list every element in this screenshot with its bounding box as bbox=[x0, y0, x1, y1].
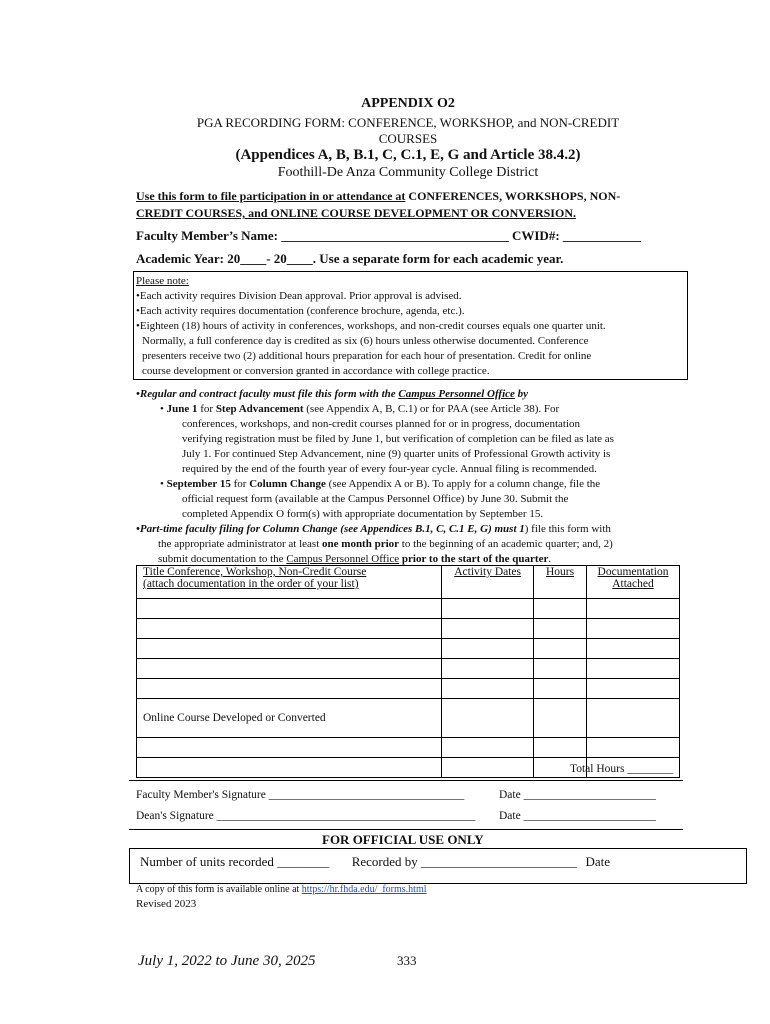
cell-doc[interactable] bbox=[587, 639, 680, 659]
recorded-by-label: Recorded by bbox=[351, 854, 418, 869]
col-hours-label: Hours bbox=[545, 566, 575, 578]
copy-text: A copy of this form is available online at bbox=[136, 884, 302, 895]
cell-doc[interactable] bbox=[587, 699, 680, 738]
note-line: course development or conversion granted in accordance with college practice. bbox=[142, 365, 490, 377]
june-for: for bbox=[197, 403, 216, 415]
june-line: required by the end of the fourth year of every four-year cycle. Annual filing is recommended. bbox=[182, 463, 597, 475]
part-time-rule bbox=[136, 522, 686, 537]
part-line3d: . bbox=[548, 553, 552, 565]
regular-by: by bbox=[514, 388, 529, 400]
total-hours-field[interactable]: Total Hours ________ bbox=[570, 763, 674, 775]
col-title-line1: Title Conference, Workshop, Non-Credit Course bbox=[143, 566, 367, 578]
part-rest: ) file this form with bbox=[524, 523, 611, 535]
cell-title[interactable] bbox=[137, 639, 442, 659]
col-hours-header bbox=[534, 566, 587, 599]
faculty-signature-field[interactable]: Faculty Member's Signature __________________________________ bbox=[136, 789, 465, 801]
note-content bbox=[136, 274, 686, 379]
cell-dates[interactable] bbox=[442, 758, 534, 778]
cell-hours[interactable] bbox=[534, 738, 587, 758]
cell-doc[interactable] bbox=[587, 619, 680, 639]
cell-doc[interactable] bbox=[587, 738, 680, 758]
col-doc-header bbox=[587, 566, 680, 599]
june-date: June 1 bbox=[166, 403, 198, 415]
cell-dates[interactable] bbox=[442, 599, 534, 619]
june-rest: (see Appendix A, B, C.1) or for PAA (see Article 38). For bbox=[303, 403, 560, 415]
part-italic: •Part-time faculty filing for Column Change (see Appendices B.1, C, C.1 E, G) must 1 bbox=[136, 523, 525, 535]
use-instructions-line2: CREDIT COURSES, and ONLINE COURSE DEVELOPMENT OR CONVERSION. bbox=[136, 206, 576, 220]
regular-office: Campus Personnel Office bbox=[398, 388, 515, 400]
cell-hours[interactable] bbox=[534, 679, 587, 699]
june-step: Step Advancement bbox=[215, 403, 304, 415]
sept-line: official request form (available at the Campus Personnel Office) by June 30. Submit the bbox=[182, 493, 569, 505]
sept-column: Column Change bbox=[249, 478, 326, 490]
regular-intro: •Regular and contract faculty must file this form with the bbox=[136, 388, 399, 400]
note-heading: Please note: bbox=[136, 275, 189, 287]
table-row[interactable] bbox=[137, 738, 680, 758]
note-line: •Eighteen (18) hours of activity in conferences, workshops, and non-credit courses equals one quarter unit. bbox=[136, 320, 606, 332]
cell-dates[interactable] bbox=[442, 699, 534, 738]
regular-faculty-rule bbox=[136, 387, 686, 402]
appendix-title: APPENDIX O2 bbox=[361, 96, 455, 111]
table-row[interactable] bbox=[137, 599, 680, 619]
june-line: verifying registration must be filed by June 1, but verification of completion can be filed as late as bbox=[182, 433, 614, 445]
cell-hours[interactable] bbox=[534, 659, 587, 679]
note-line: presenters receive two (2) additional hours preparation for each hour of presentation. Credit for online bbox=[142, 350, 592, 362]
cell-title[interactable] bbox=[137, 659, 442, 679]
cell-title[interactable] bbox=[137, 738, 442, 758]
cell-title[interactable] bbox=[137, 619, 442, 639]
dean-date-field[interactable]: Date _______________________ bbox=[499, 810, 656, 822]
cell-title[interactable] bbox=[137, 599, 442, 619]
use-instructions-rest: CONFERENCES, WORKSHOPS, NON- bbox=[405, 189, 621, 203]
cell-online-title[interactable] bbox=[137, 699, 442, 738]
col-dates-label: Activity Dates bbox=[454, 566, 521, 578]
recorded-by-field[interactable]: ________________________ bbox=[421, 854, 577, 869]
units-recorded-field[interactable]: ________ bbox=[277, 854, 330, 869]
table-row[interactable] bbox=[137, 699, 680, 738]
copy-availability bbox=[136, 884, 427, 895]
cell-doc[interactable] bbox=[587, 679, 680, 699]
june-line: conferences, workshops, and non-credit courses planned for or in progress, documentation bbox=[182, 418, 581, 430]
district-name: Foothill-De Anza Community College District bbox=[277, 165, 539, 180]
official-use-row bbox=[140, 854, 610, 870]
cell-doc[interactable] bbox=[587, 599, 680, 619]
academic-year-field[interactable]: Academic Year: 20____- 20____. Use a separate form for each academic year. bbox=[136, 251, 564, 266]
table-row[interactable] bbox=[137, 619, 680, 639]
filing-rules bbox=[136, 387, 686, 567]
cell-doc[interactable] bbox=[587, 659, 680, 679]
official-use-heading: FOR OFFICIAL USE ONLY bbox=[322, 832, 484, 847]
part-line3c: prior to the start of the quarter bbox=[399, 553, 549, 565]
activity-table bbox=[136, 565, 680, 778]
col-doc-line1: Documentation bbox=[597, 566, 669, 578]
form-title-line2: COURSES bbox=[378, 131, 438, 146]
note-line: Normally, a full conference day is credited as six (6) hours unless otherwise documented. Conference bbox=[142, 335, 589, 347]
cell-hours[interactable] bbox=[534, 639, 587, 659]
part-line3a: submit documentation to the bbox=[158, 553, 287, 565]
official-date-label: Date bbox=[585, 854, 611, 869]
sept-for: for bbox=[230, 478, 250, 490]
note-line: •Each activity requires Division Dean approval. Prior approval is advised. bbox=[136, 290, 462, 302]
sept-rest: (see Appendix A or B). To apply for a column change, file the bbox=[325, 478, 601, 490]
june-rule: • June 1 for Step Advancement (see Appendix A, B, C.1) or for PAA (see Article 38). For bbox=[160, 403, 560, 415]
faculty-date-field[interactable]: Date _______________________ bbox=[499, 789, 656, 801]
table-header-row bbox=[137, 566, 680, 599]
part-line2c: to the beginning of an academic quarter; and, 2) bbox=[399, 538, 613, 550]
cell-dates[interactable] bbox=[442, 738, 534, 758]
sept-line: completed Appendix O form(s) with appropriate documentation by September 15. bbox=[182, 508, 544, 520]
part-line bbox=[136, 537, 686, 552]
note-line: •Each activity requires documentation (conference brochure, agenda, etc.). bbox=[136, 305, 465, 317]
sept-date: September 15 bbox=[166, 478, 231, 490]
cell-title[interactable] bbox=[137, 758, 442, 778]
june-line: July 1. For continued Step Advancement, nine (9) quarter units of Professional Growth activity is bbox=[182, 448, 611, 460]
table-row[interactable] bbox=[137, 659, 680, 679]
cell-title[interactable] bbox=[137, 679, 442, 699]
dean-signature-field[interactable]: Dean's Signature _____________________________________________ bbox=[136, 810, 476, 822]
cell-dates[interactable] bbox=[442, 679, 534, 699]
contract-period: July 1, 2022 to June 30, 2025 bbox=[138, 953, 316, 969]
use-instructions-underlined: Use this form to file participation in or attendance at bbox=[136, 189, 406, 203]
form-subtitle: (Appendices A, B, B.1, C, C.1, E, G and Article 38.4.2) bbox=[235, 147, 581, 163]
part-line3b: Campus Personnel Office bbox=[286, 553, 400, 565]
table-row[interactable] bbox=[137, 639, 680, 659]
cell-dates[interactable] bbox=[442, 639, 534, 659]
divider bbox=[129, 829, 683, 830]
part-line2a: the appropriate administrator at least bbox=[158, 538, 323, 550]
cell-hours[interactable] bbox=[534, 699, 587, 738]
forms-link[interactable]: https://hr.fhda.edu/_forms.html bbox=[301, 884, 427, 895]
september-rule: • September 15 for Column Change (see Appendix A or B). To apply for a column change, file the bbox=[160, 478, 601, 490]
col-doc-line2: Attached bbox=[612, 578, 654, 590]
table-row[interactable] bbox=[137, 679, 680, 699]
form-title-line1: PGA RECORDING FORM: CONFERENCE, WORKSHOP, and NON-CREDIT bbox=[196, 115, 620, 130]
col-title-line2: (attach documentation in the order of your list) bbox=[143, 578, 359, 590]
cell-hours[interactable] bbox=[534, 619, 587, 639]
revised-date: Revised 2023 bbox=[136, 898, 197, 910]
col-dates-header bbox=[442, 566, 534, 599]
cell-hours[interactable] bbox=[534, 599, 587, 619]
cell-dates[interactable] bbox=[442, 619, 534, 639]
units-recorded-label: Number of units recorded bbox=[140, 854, 274, 869]
faculty-name-field[interactable]: Faculty Member’s Name: ___________________________________ CWID#: ____________ bbox=[136, 228, 641, 243]
page-number: 333 bbox=[397, 953, 417, 968]
cell-dates[interactable] bbox=[442, 659, 534, 679]
use-instructions bbox=[136, 188, 696, 222]
part-line2b: one month prior bbox=[322, 538, 400, 550]
online-course-label: Online Course Developed or Converted bbox=[143, 712, 326, 724]
divider bbox=[129, 780, 683, 781]
col-title-header bbox=[137, 566, 442, 599]
